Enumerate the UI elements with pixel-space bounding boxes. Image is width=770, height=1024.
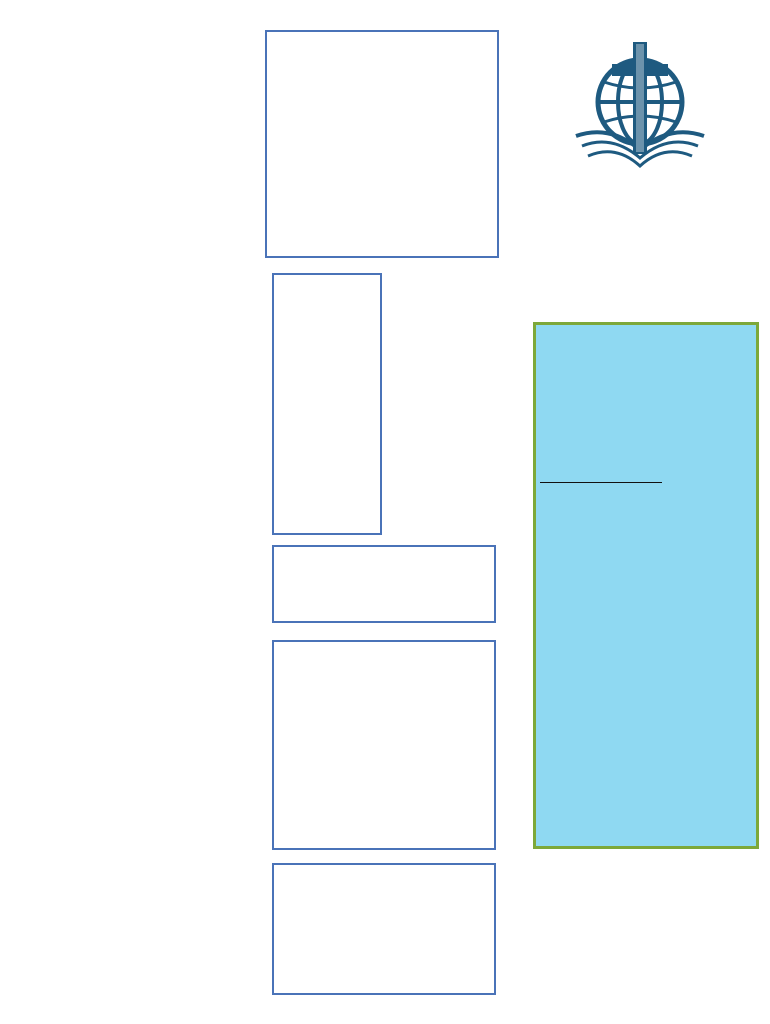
church-logo-icon [520, 24, 760, 244]
media-schedule-box [272, 640, 496, 850]
membership-info [145, 112, 255, 120]
communication-card [16, 34, 128, 48]
header-rule [540, 482, 662, 483]
ministry-team-box [265, 30, 499, 258]
online-giving-box [272, 545, 496, 623]
social-media-box [272, 863, 496, 995]
faithfulness-record [386, 273, 497, 535]
missions-offering-box [533, 322, 759, 849]
schedule-box [272, 273, 382, 535]
